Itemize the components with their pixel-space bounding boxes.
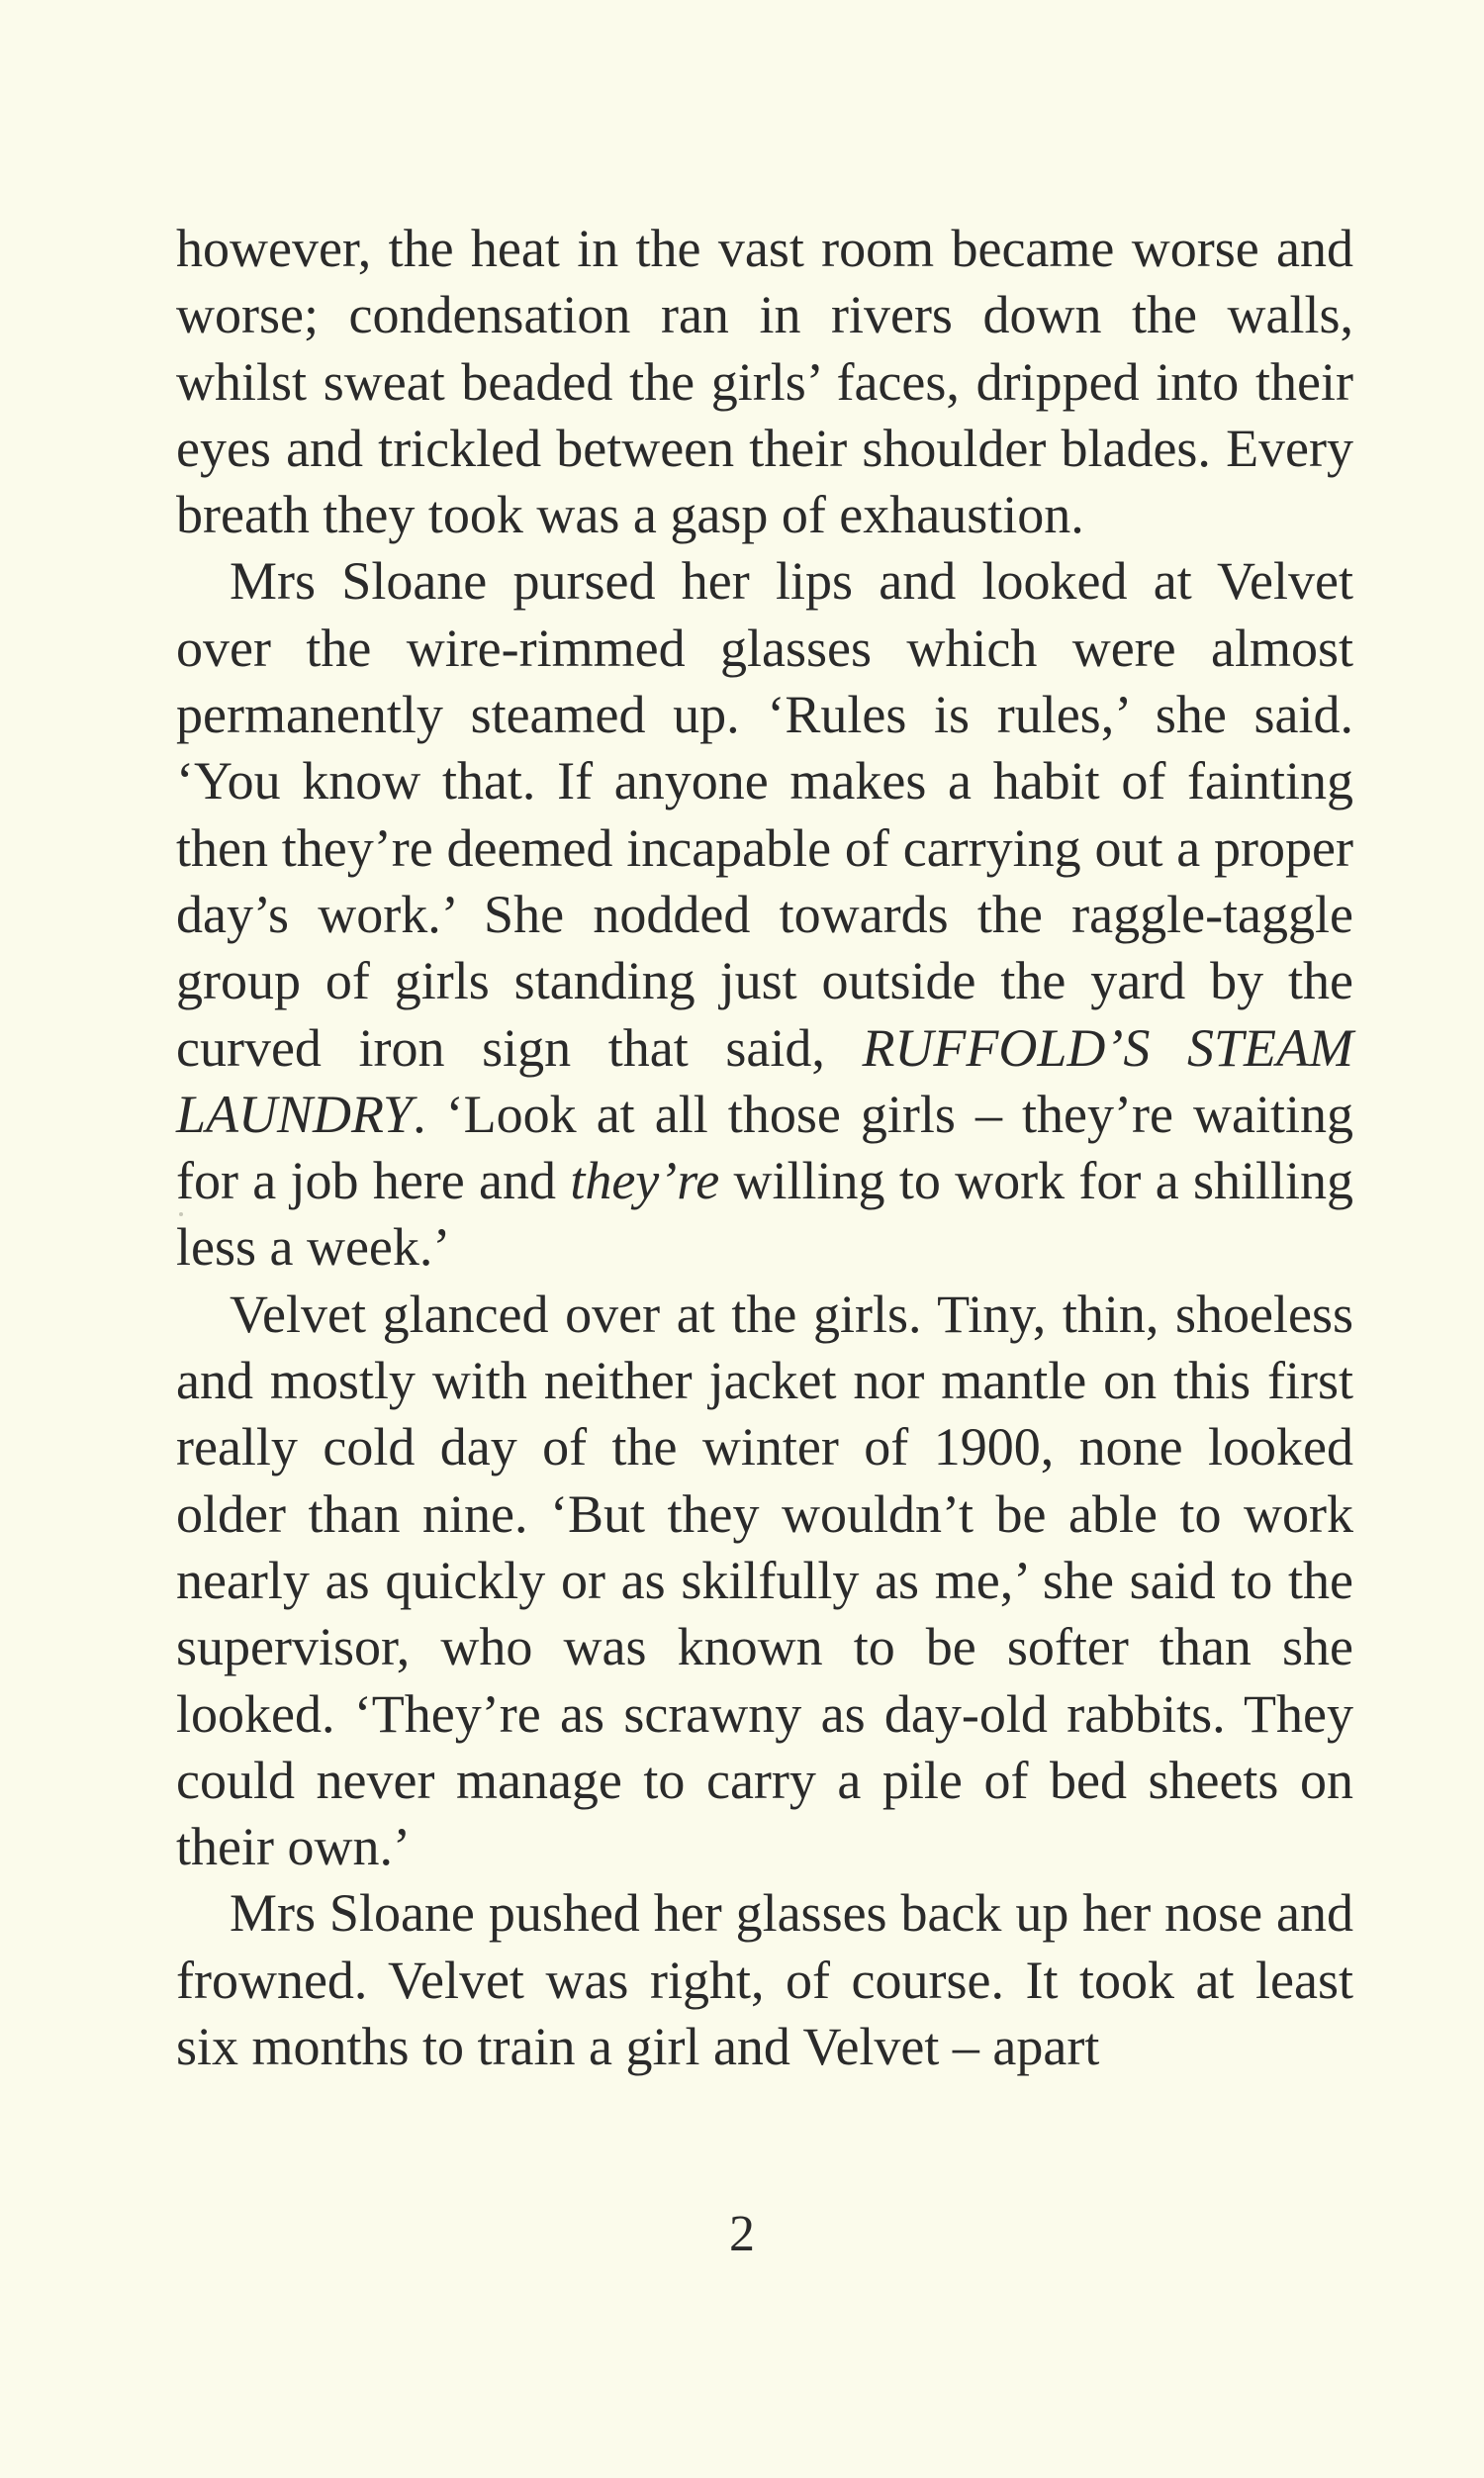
paragraph-2-text-a: Mrs Sloane pursed her lips and looked at Velvet over the wire-rimmed glasses which were almost permanently steamed up. ‘Rules is rules,’ she said. ‘You know that. If anyone makes a habit of fainting then they’re deemed incapable of carrying out a proper day’s work.’ She nodded towards the raggle-taggle group of girls standing just outside the yard by the curved iron sign that said, bbox=[176, 551, 1353, 1078]
laundry-sign-name: RUFFOLD’S STEAM LAUNDRY bbox=[176, 1017, 1353, 1144]
paragraph-2-text-c: willing to work for a shilling less a week.’ bbox=[176, 1151, 1353, 1278]
paragraph-3-text: Velvet glanced over at the girls. Tiny, thin, shoeless and mostly with neither jacket nor mantle on this first really cold day of the winter of 1900, none looked older than nine. ‘But they wouldn’t be able to work nearly as quickly or as skilfully as me,’ she said to the supervisor, who was known to be softer than she looked. ‘They’re as scrawny as day-old rabbits. They could never manage to carry a pile of bed sheets on their own.’ bbox=[176, 1284, 1353, 1877]
paragraph-4-text: Mrs Sloane pushed her glasses back up her nose and frowned. Velvet was right, of course. It took at least six months to train a girl and Velvet – apart bbox=[176, 1883, 1353, 2077]
emphasis-theyre: they’re bbox=[570, 1151, 720, 1211]
body-text bbox=[176, 216, 1353, 2080]
paragraph-3 bbox=[176, 1282, 1353, 1881]
paragraph-1 bbox=[176, 216, 1353, 548]
paragraph-2-text-b: . ‘Look at all those girls – they’re waiting for a job here and bbox=[176, 1084, 1353, 1211]
page-number: 2 bbox=[729, 2206, 755, 2262]
paragraph-4 bbox=[176, 1880, 1353, 2080]
paragraph-1-text: however, the heat in the vast room became worse and worse; condensation ran in rivers down the walls, whilst sweat beaded the girls’ faces, dripped into their eyes and trickled between their shoulder blades. Every breath they took was a gasp of exhaustion. bbox=[176, 219, 1353, 545]
paragraph-2 bbox=[176, 548, 1353, 1281]
